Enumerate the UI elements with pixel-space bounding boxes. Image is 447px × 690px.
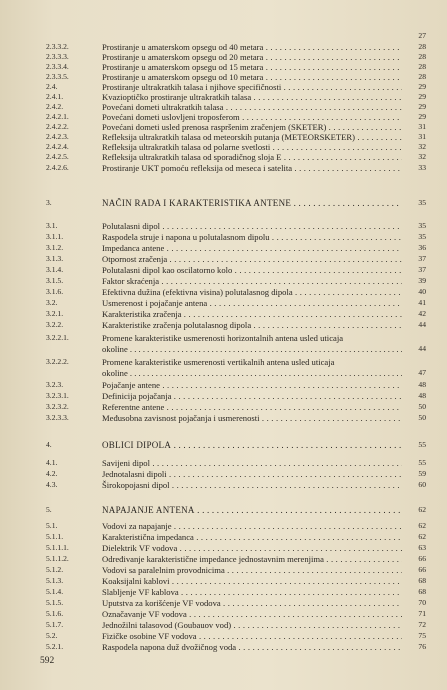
toc-entry-number: 2.4.1. bbox=[46, 92, 64, 101]
toc-entry-number: 3.2.3. bbox=[46, 380, 64, 389]
toc-entry-title: Pojačanje antene . . . bbox=[102, 380, 402, 390]
toc-entry-page: 41 bbox=[418, 298, 426, 307]
toc-entry-title: Međusobna zavisnost pojačanja i usmerenosti . . . bbox=[102, 413, 402, 423]
toc-entry-page: 68 bbox=[418, 587, 426, 596]
toc-entry-title: Prostiranje UKT pomoću refleksija od meseca i satelita . . . bbox=[102, 163, 402, 173]
toc-entry-title: Promene karakteristike usmerenosti horizontalnih antena usled uticaja bbox=[102, 333, 344, 343]
toc-entry-title: Otpornost zračenja . . . bbox=[102, 254, 402, 264]
toc-entry-page: 63 bbox=[418, 543, 426, 552]
toc-entry-page: 47 bbox=[418, 368, 426, 377]
toc-entry-page: 42 bbox=[418, 309, 426, 318]
toc-entry-title: Povećani dometi usled prenosa raspršenim zračenjem (SKETER) . . . bbox=[102, 122, 402, 132]
toc-entry-title: Koaksijalni kablovi . . . bbox=[102, 576, 402, 586]
toc-entry-number: 3.1.1. bbox=[46, 232, 64, 241]
toc-entry-title: Kvazioptičko prostiranje ultrakratkih talasa . . . bbox=[102, 92, 402, 102]
toc-entry-title: Jednotalasni dipoli . . . bbox=[102, 469, 402, 479]
toc-entry-page: 32 bbox=[418, 152, 426, 161]
toc-entry-page: 48 bbox=[418, 380, 426, 389]
toc-entry-number: 3.1.6. bbox=[46, 287, 64, 296]
toc-entry-title: Refleksija ultrakratkih talasa od meteorskih putanja (METEORSKETER) . . . bbox=[102, 132, 402, 142]
toc-entry-number: 2.4.2.3. bbox=[46, 132, 69, 141]
toc-entry-page: 28 bbox=[418, 62, 426, 71]
toc-entry-page: 40 bbox=[418, 287, 426, 296]
toc-entry-number: 2.3.3.5. bbox=[46, 72, 69, 81]
toc-entry-title-continued: okoline . . . bbox=[102, 344, 402, 354]
toc-entry-page: 48 bbox=[418, 391, 426, 400]
toc-entry-number: 5. bbox=[46, 505, 52, 514]
toc-entry-title: NAPAJANJE ANTENA . . . bbox=[102, 505, 402, 515]
toc-entry-number: 4.2. bbox=[46, 469, 58, 478]
toc-entry-title: Promene karakteristike usmerenosti vertikalnih antena usled uticaja bbox=[102, 357, 335, 367]
toc-entry-title: Prostiranje u amaterskom opsegu od 40 metara . . . bbox=[102, 42, 402, 52]
toc-entry-number: 3.1.2. bbox=[46, 243, 64, 252]
toc-entry-title: Karakteristika zračenja . . . bbox=[102, 309, 402, 319]
toc-entry-page: 31 bbox=[418, 122, 426, 131]
toc-entry-number: 2.4.2.1. bbox=[46, 112, 69, 121]
toc-entry-title: Raspodela struje i napona u polutalasnom dipolu . . . bbox=[102, 232, 402, 242]
toc-entry-page: 35 bbox=[418, 221, 426, 230]
toc-entry-number: 4.3. bbox=[46, 480, 58, 489]
toc-entry-number: 5.1.6. bbox=[46, 609, 64, 618]
toc-entry-page: 29 bbox=[418, 102, 426, 111]
toc-entry-title: Prostiranje u amaterskom opsegu od 20 metara . . . bbox=[102, 52, 402, 62]
toc-entry-number: 2.4.2.2. bbox=[46, 122, 69, 131]
toc-entry-page: 62 bbox=[418, 532, 426, 541]
toc-entry-page: 28 bbox=[418, 52, 426, 61]
toc-entry-page: 44 bbox=[418, 320, 426, 329]
toc-entry-page: 28 bbox=[418, 42, 426, 51]
toc-entry-number: 5.1.2. bbox=[46, 565, 64, 574]
toc-entry-number: 2.3.3.3. bbox=[46, 52, 69, 61]
toc-entry-number: 3.2. bbox=[46, 298, 58, 307]
toc-entry-title: Prostiranje u amaterskom opsegu od 10 metara . . . bbox=[102, 72, 402, 82]
toc-entry-title: Fizičke osobine VF vodova . . . bbox=[102, 631, 402, 641]
toc-entry-page: 39 bbox=[418, 276, 426, 285]
toc-entry-title: Refleksija ultrakratkih talasa od polarne svetlosti . . . bbox=[102, 142, 402, 152]
toc-entry-page: 29 bbox=[418, 82, 426, 91]
toc-entry-page: 70 bbox=[418, 598, 426, 607]
toc-entry-number: 3.1.5. bbox=[46, 276, 64, 285]
toc-entry-title: Širokopojasni dipol . . . bbox=[102, 480, 402, 490]
toc-entry-title: Povećani dometi uslovljeni troposferom . . . bbox=[102, 112, 402, 122]
toc-entry-title: Prostiranje u amaterskom opsegu od 15 metara . . . bbox=[102, 62, 402, 72]
toc-entry-number: 3.2.2.1. bbox=[46, 333, 69, 342]
toc-entry-title: Jednožilni talasovod (Goubauov vod) . . . bbox=[102, 620, 402, 630]
toc-entry-number: 5.1.7. bbox=[46, 620, 64, 629]
toc-entry-title: Određivanje karakteristične impedance jednostavnim merenjima . . . bbox=[102, 554, 402, 564]
toc-entry-number: 5.1. bbox=[46, 521, 58, 530]
toc-entry-title: Prostiranje ultrakratkih talasa i njihove specifičnosti . . . bbox=[102, 82, 402, 92]
toc-entry-title: Polutalasni dipol kao oscilatorno kolo . . . bbox=[102, 265, 402, 275]
toc-entry-number: 4. bbox=[46, 440, 52, 449]
toc-entry-number: 2.3.3.2. bbox=[46, 42, 69, 51]
toc-entry-title: OBLICI DIPOLA . . . bbox=[102, 440, 402, 450]
toc-entry-number: 3.2.2.2. bbox=[46, 357, 69, 366]
toc-entry-title: NAČIN RADA I KARAKTERISTIKA ANTENE . . . bbox=[102, 198, 402, 208]
toc-entry-page: 59 bbox=[418, 469, 426, 478]
toc-entry-number: 4.1. bbox=[46, 458, 58, 467]
toc-entry-title: Savijeni dipol . . . bbox=[102, 458, 402, 468]
toc-entry-page: 29 bbox=[418, 112, 426, 121]
toc-entry-page: 68 bbox=[418, 576, 426, 585]
toc-entry-number: 5.1.3. bbox=[46, 576, 64, 585]
toc-entry-page: 55 bbox=[418, 440, 426, 449]
toc-entry-number: 2.4.2.4. bbox=[46, 142, 69, 151]
toc-entry-title: Slabljenje VF kablova . . . bbox=[102, 587, 402, 597]
toc-entry-page: 35 bbox=[418, 198, 426, 207]
toc-entry-page: 35 bbox=[418, 232, 426, 241]
toc-entry-page: 50 bbox=[418, 402, 426, 411]
toc-entry-page: 31 bbox=[418, 132, 426, 141]
page-number: 592 bbox=[40, 656, 55, 666]
toc-entry-number: 5.1.4. bbox=[46, 587, 64, 596]
toc-entry-page: 71 bbox=[418, 609, 426, 618]
toc-entry-number: 2.4.2.5. bbox=[46, 152, 69, 161]
toc-entry-number: 2.4.2. bbox=[46, 102, 64, 111]
toc-entry-number: 3.1. bbox=[46, 221, 58, 230]
toc-entry-page: 76 bbox=[418, 642, 426, 651]
toc-entry-title: Faktor skraćenja . . . bbox=[102, 276, 402, 286]
toc-entry-page: 66 bbox=[418, 554, 426, 563]
toc-entry-title: Povećani dometi ultrakratkih talasa . . . bbox=[102, 102, 402, 112]
toc-entry-title: Raspodela napona duž dvožičnog voda . . . bbox=[102, 642, 402, 652]
toc-entry-number: 5.2. bbox=[46, 631, 58, 640]
toc-entry-page: 72 bbox=[418, 620, 426, 629]
toc-entry-page: 29 bbox=[418, 92, 426, 101]
toc-entry-number: 3.2.3.2. bbox=[46, 402, 69, 411]
toc-entry-number: 2.4. bbox=[46, 82, 58, 91]
toc-entry-page: 50 bbox=[418, 413, 426, 422]
toc-entry-number: 5.1.1.2. bbox=[46, 554, 69, 563]
toc-entry-title: Referentne antene . . . bbox=[102, 402, 402, 412]
toc-entry-title: Vodovi za napajanje . . . bbox=[102, 521, 402, 531]
toc-entry-page: 55 bbox=[418, 458, 426, 467]
toc-entry-number: 3. bbox=[46, 198, 52, 207]
toc-entry-title: Dielektrik VF vodova . . . bbox=[102, 543, 402, 553]
toc-entry-number: 3.2.3.1. bbox=[46, 391, 69, 400]
toc-entry-page: 37 bbox=[418, 265, 426, 274]
toc-entry-title: Usmerenost i pojačanje antena . . . bbox=[102, 298, 402, 308]
toc-entry-page: 62 bbox=[418, 505, 426, 514]
toc-entry-title: Refleksija ultrakratkih talasa od sporadičnog sloja E . . . bbox=[102, 152, 402, 162]
toc-entry-number: 5.1.5. bbox=[46, 598, 64, 607]
toc-entry-number: 3.1.4. bbox=[46, 265, 64, 274]
toc-entry-number: 5.1.1. bbox=[46, 532, 64, 541]
toc-entry-page: 32 bbox=[418, 142, 426, 151]
toc-entry-title: Definicija pojačanja . . . bbox=[102, 391, 402, 401]
toc-entry-title: Vodovi sa paralelnim provodnicima . . . bbox=[102, 565, 402, 575]
toc-entry-page: 27 bbox=[418, 31, 426, 40]
toc-entry-title: Impedanca antene . . . bbox=[102, 243, 402, 253]
toc-entry-title: Polutalasni dipol . . . bbox=[102, 221, 402, 231]
toc-entry-number: 3.2.3.3. bbox=[46, 413, 69, 422]
toc-entry-title: Karakteristična impedanca . . . bbox=[102, 532, 402, 542]
toc-entry-number: 3.2.1. bbox=[46, 309, 64, 318]
toc-entry-number: 5.1.1.1. bbox=[46, 543, 69, 552]
toc-entry-page: 28 bbox=[418, 72, 426, 81]
toc-entry-title: Karakteristike zračenja polutalasnog dipola . . . bbox=[102, 320, 402, 330]
toc-entry-page: 75 bbox=[418, 631, 426, 640]
toc-entry-page: 37 bbox=[418, 254, 426, 263]
toc-entry-title: Označavanje VF vodova . . . bbox=[102, 609, 402, 619]
toc-entry-number: 2.4.2.6. bbox=[46, 163, 69, 172]
toc-entry-page: 44 bbox=[418, 344, 426, 353]
toc-entry-title: Efektivna dužina (efektivna visina) polutalasnog dipola . . . bbox=[102, 287, 402, 297]
toc-entry-page: 66 bbox=[418, 565, 426, 574]
toc-entry-page: 36 bbox=[418, 243, 426, 252]
toc-entry-number: 5.2.1. bbox=[46, 642, 64, 651]
toc-entry-number: 3.2.2. bbox=[46, 320, 64, 329]
toc-entry-page: 60 bbox=[418, 480, 426, 489]
toc-entry-number: 2.3.3.4. bbox=[46, 62, 69, 71]
toc-entry-number: 3.1.3. bbox=[46, 254, 64, 263]
toc-entry-page: 33 bbox=[418, 163, 426, 172]
toc-entry-title-continued: okoline . . . bbox=[102, 368, 402, 378]
toc-entry-page: 62 bbox=[418, 521, 426, 530]
toc-entry-title: Uputstva za korišćenje VF vodova . . . bbox=[102, 598, 402, 608]
